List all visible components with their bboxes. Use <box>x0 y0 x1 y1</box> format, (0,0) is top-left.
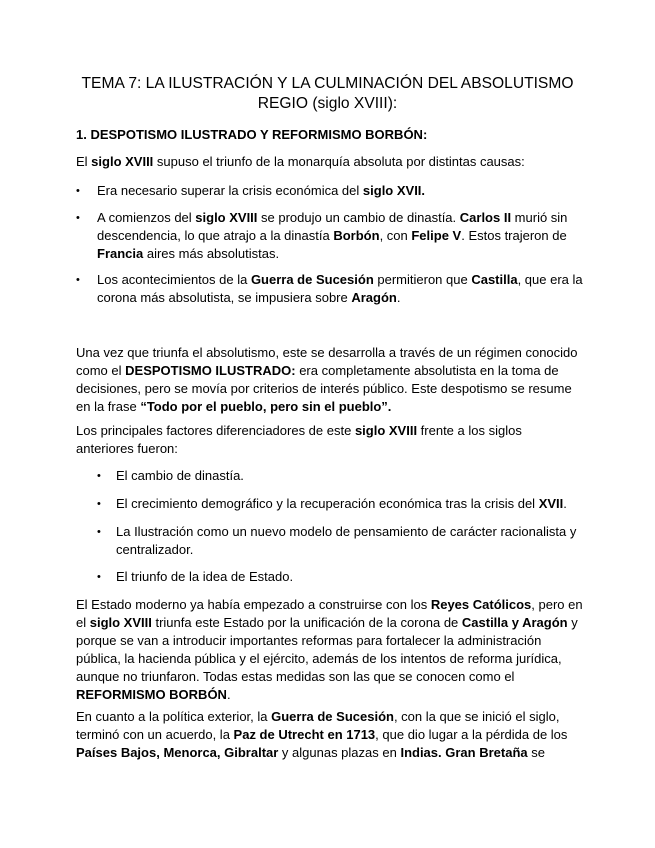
bold-run: Castilla y Aragón <box>461 615 568 630</box>
line: centralizador. <box>116 542 194 557</box>
bold-run: Carlos II <box>459 210 512 225</box>
text-run: Era necesario superar la crisis económica del <box>97 183 363 198</box>
bold-run: Castilla <box>471 272 518 287</box>
title-line-1: TEMA 7: LA ILUSTRACIÓN Y LA CULMINACIÓN DEL ABSOLUTISMO <box>81 75 574 92</box>
text-run: como el <box>76 363 126 378</box>
bold-run: Guerra de Sucesión <box>250 272 374 287</box>
line <box>76 422 586 440</box>
intro-paragraph <box>76 153 586 171</box>
line <box>76 362 586 380</box>
line: La Ilustración como un nuevo modelo de pensamiento de carácter racionalista y <box>116 524 577 539</box>
bold-run: Gran Bretaña <box>445 745 528 760</box>
line: aunque no triunfaron. Todas estas medidas son las que se conocen como el <box>76 669 515 684</box>
line <box>97 289 587 307</box>
bold-run: Reyes Católicos <box>430 597 532 612</box>
bold-run: siglo XVIII <box>195 210 258 225</box>
text-run: A comienzos del <box>97 210 196 225</box>
line <box>97 209 587 227</box>
text-run: El crecimiento demográfico y la recuperación económica tras la crisis del <box>116 496 539 511</box>
page-title <box>60 74 595 114</box>
text-run: El triunfo de la idea de Estado. <box>116 569 294 584</box>
bold-run: Países Bajos, Menorca, Gibraltar <box>76 745 279 760</box>
text-run: El <box>76 154 92 169</box>
line <box>76 726 586 744</box>
line: porque se van a introducir importantes reformas para fortalecer la administración <box>76 633 542 648</box>
bullet-icon: • <box>76 212 80 224</box>
line: Una vez que triunfa el absolutismo, este se desarrolla a través de un régimen conocido <box>76 345 578 360</box>
text-run: supuso el triunfo de la monarquía absoluta por distintas causas: <box>153 154 525 169</box>
text-run: , con <box>379 228 412 243</box>
text-run: . <box>396 290 401 305</box>
line <box>76 744 586 762</box>
despotism-paragraph <box>76 344 586 416</box>
bold-run: siglo XVIII <box>354 423 418 438</box>
text-run: , que era la <box>517 272 583 287</box>
text-run: En cuanto a la política exterior, la <box>76 709 272 724</box>
bold-run: “Todo por el pueblo, pero sin el pueblo”. <box>140 399 392 414</box>
text-run: Los principales factores diferenciadores de este <box>76 423 355 438</box>
bold-run: siglo XVIII <box>91 154 154 169</box>
text-run: descendencia, lo que atrajo a la dinastía <box>97 228 334 243</box>
text-run: era completamente absolutista en la toma de <box>295 363 559 378</box>
bullet-icon: • <box>97 470 101 482</box>
line: anteriores fueron: <box>76 441 178 456</box>
factors-intro-paragraph <box>76 422 586 458</box>
text-run: y <box>567 615 578 630</box>
text-run: permitieron que <box>373 272 472 287</box>
line <box>76 596 586 614</box>
bullet-icon: • <box>97 498 101 510</box>
section-heading: 1. DESPOTISMO ILUSTRADO Y REFORMISMO BORBÓN: <box>76 127 428 142</box>
bold-run: Paz de Utrecht en 1713 <box>233 727 376 742</box>
bold-run: Indias. <box>400 745 442 760</box>
text-run: El Estado moderno ya había empezado a construirse con los <box>76 597 431 612</box>
line: pública, la hacienda pública y el ejército, además de los intentos de reforma jurídica, <box>76 651 562 666</box>
bullet-icon: • <box>76 274 80 286</box>
text-run: el <box>76 615 90 630</box>
text-run: , pero en <box>531 597 583 612</box>
text-run: . <box>563 496 567 511</box>
text-run: Los acontecimientos de la <box>97 272 251 287</box>
bullet-icon: • <box>76 185 80 197</box>
text-run: . <box>226 687 231 702</box>
bold-run: Francia <box>97 246 144 261</box>
bullet-icon: • <box>97 571 101 583</box>
list-item-factor-3 <box>116 523 586 559</box>
bold-run: siglo XVII. <box>362 183 426 198</box>
list-item-cause-3 <box>97 271 587 307</box>
text-run: El cambio de dinastía. <box>116 468 244 483</box>
list-item-factor-1 <box>116 467 586 485</box>
list-item-cause-2 <box>97 209 587 263</box>
text-run: se produjo un cambio de dinastía. <box>257 210 460 225</box>
text-run: aires más absolutistas. <box>143 246 280 261</box>
bold-run: Borbón <box>333 228 380 243</box>
modern-state-paragraph <box>76 596 586 704</box>
line <box>76 686 586 704</box>
bullet-icon: • <box>97 526 101 538</box>
title-line-2: REGIO (siglo XVIII): <box>257 95 398 112</box>
text-run: terminó con un acuerdo, la <box>76 727 234 742</box>
text-run: se <box>527 745 545 760</box>
line: decisiones, pero se movía por criterios de interés público. Este despotismo se resume <box>76 381 572 396</box>
line <box>97 271 587 289</box>
line <box>76 708 586 726</box>
line <box>76 398 586 416</box>
text-run: , que dio lugar a la pérdida de los <box>375 727 568 742</box>
line <box>97 227 587 245</box>
bold-run: siglo XVIII <box>89 615 152 630</box>
list-item-cause-1 <box>97 182 587 200</box>
bold-run: Felipe V <box>411 228 462 243</box>
text-run: y algunas plazas en <box>278 745 401 760</box>
text-run: . Estos trajeron de <box>461 228 567 243</box>
line <box>76 614 586 632</box>
bold-run: XVII <box>538 496 564 511</box>
foreign-policy-paragraph <box>76 708 586 762</box>
list-item-factor-2 <box>116 495 586 513</box>
bold-run: REFORMISMO BORBÓN <box>76 687 227 702</box>
bold-run: Guerra de Sucesión <box>271 709 394 724</box>
bold-run: Aragón <box>351 290 397 305</box>
text-run: murió sin <box>511 210 568 225</box>
text-run: , con la que se inició el siglo, <box>393 709 560 724</box>
text-run: triunfa este Estado por la unificación de la corona de <box>151 615 462 630</box>
bold-run: DESPOTISMO ILUSTRADO: <box>125 363 296 378</box>
text-run: corona más absolutista, se impusiera sobre <box>97 290 352 305</box>
text-run: frente a los siglos <box>417 423 522 438</box>
list-item-factor-4 <box>116 568 586 586</box>
text-run: en la frase <box>76 399 141 414</box>
line <box>97 245 587 263</box>
